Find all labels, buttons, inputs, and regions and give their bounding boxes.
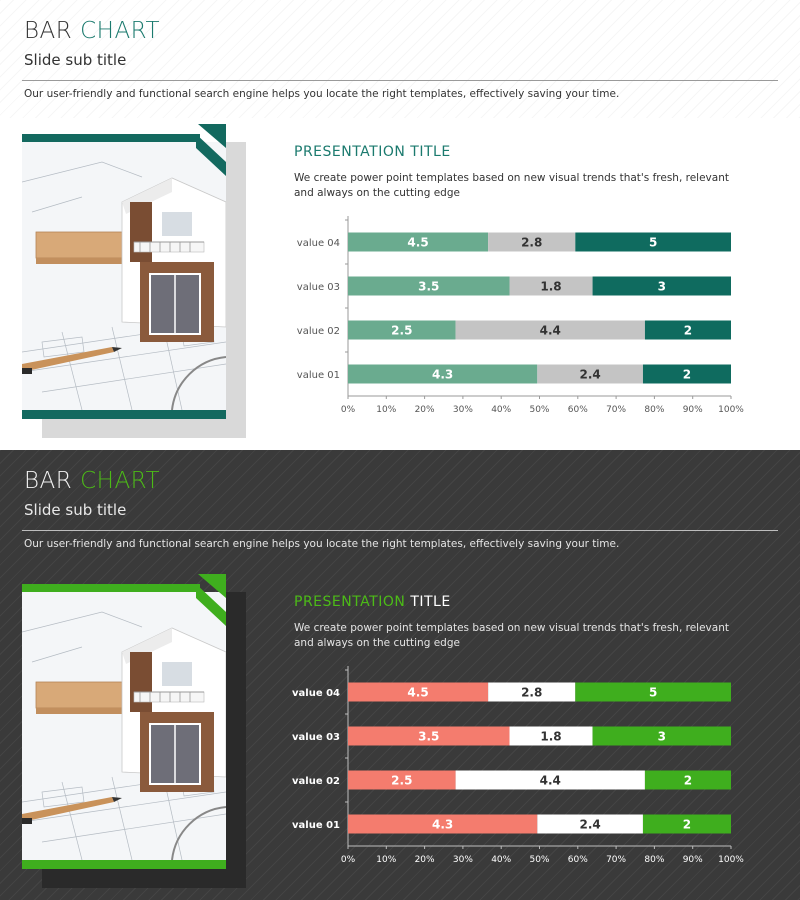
bar-chart xyxy=(290,212,760,422)
data-label: 2.8 xyxy=(521,235,543,250)
x-tick-label: 60% xyxy=(567,405,588,415)
presentation-text: We create power point templates based on new visual trends that's fresh, relevant and always on the cutting edge xyxy=(294,172,729,199)
slide-title xyxy=(24,468,160,494)
data-label: 2 xyxy=(683,773,693,788)
category-label: value 02 xyxy=(296,326,340,337)
building-photo xyxy=(22,592,226,860)
category-label: value 01 xyxy=(292,820,340,831)
data-label: 4.5 xyxy=(407,235,429,250)
slide-subtitle: Slide sub title xyxy=(24,51,127,69)
data-label: 2.4 xyxy=(579,817,601,832)
data-label: 2 xyxy=(683,323,693,338)
x-tick-label: 20% xyxy=(414,405,435,415)
x-tick-label: 30% xyxy=(452,855,473,865)
title-main: BAR xyxy=(24,468,73,494)
data-label: 3.5 xyxy=(418,279,440,294)
title-main: BAR xyxy=(24,18,73,44)
presentation-title-part1: PRESENTATION TITLE xyxy=(294,144,451,160)
category-label: value 01 xyxy=(296,370,340,381)
slide-description: Our user-friendly and functional search engine helps you locate the right templates, effectively saving your time. xyxy=(24,538,620,550)
data-label: 2 xyxy=(682,817,692,832)
category-label: value 04 xyxy=(292,688,340,699)
x-tick-label: 70% xyxy=(606,855,627,865)
data-label: 3 xyxy=(657,279,666,294)
presentation-title-part2: TITLE xyxy=(410,594,451,610)
frame-corner-accent xyxy=(196,574,226,626)
frame-bottom-bar xyxy=(22,860,226,869)
presentation-title-part1: PRESENTATION xyxy=(294,594,406,610)
presentation-title xyxy=(294,594,451,610)
frame-bottom-bar xyxy=(22,410,226,419)
slide-title xyxy=(24,18,160,44)
data-label: 1.8 xyxy=(540,279,562,294)
bar-chart xyxy=(290,662,760,872)
title-accent: CHART xyxy=(80,18,161,44)
category-label: value 03 xyxy=(296,282,340,293)
x-tick-label: 20% xyxy=(414,855,435,865)
frame-top-bar xyxy=(22,134,200,142)
x-tick-label: 50% xyxy=(529,405,550,415)
x-tick-label: 60% xyxy=(567,855,588,865)
data-label: 5 xyxy=(648,235,658,250)
title-accent: CHART xyxy=(80,468,161,494)
frame-top-bar xyxy=(22,584,200,592)
x-tick-label: 80% xyxy=(644,405,665,415)
x-tick-label: 100% xyxy=(718,405,744,415)
title-divider xyxy=(22,80,778,81)
data-label: 2.4 xyxy=(579,367,601,382)
category-label: value 04 xyxy=(296,238,340,249)
data-label: 1.8 xyxy=(540,729,562,744)
frame-corner-accent xyxy=(196,124,226,176)
slide-description: Our user-friendly and functional search engine helps you locate the right templates, effectively saving your time. xyxy=(24,88,620,100)
x-tick-label: 80% xyxy=(644,855,665,865)
slide-subtitle: Slide sub title xyxy=(24,501,127,519)
data-label: 4.4 xyxy=(539,323,561,338)
x-tick-label: 0% xyxy=(340,855,356,865)
x-tick-label: 70% xyxy=(606,405,627,415)
data-label: 2 xyxy=(682,367,692,382)
data-label: 4.3 xyxy=(432,817,454,832)
data-label: 3 xyxy=(657,729,666,744)
x-tick-label: 10% xyxy=(376,855,397,865)
x-tick-label: 10% xyxy=(376,405,397,415)
category-label: value 02 xyxy=(292,776,340,787)
slide-dark xyxy=(0,450,800,900)
x-tick-label: 90% xyxy=(682,405,703,415)
x-tick-label: 40% xyxy=(491,405,512,415)
x-tick-label: 40% xyxy=(491,855,512,865)
data-label: 5 xyxy=(648,685,658,700)
data-label: 4.3 xyxy=(432,367,454,382)
data-label: 2.8 xyxy=(521,685,543,700)
data-label: 4.4 xyxy=(539,773,561,788)
data-label: 3.5 xyxy=(418,729,440,744)
x-tick-label: 90% xyxy=(682,855,703,865)
category-label: value 03 xyxy=(292,732,340,743)
data-label: 2.5 xyxy=(391,323,413,338)
title-divider xyxy=(22,530,778,531)
x-tick-label: 50% xyxy=(529,855,550,865)
presentation-title xyxy=(294,144,451,160)
x-tick-label: 100% xyxy=(718,855,744,865)
x-tick-label: 30% xyxy=(452,405,473,415)
building-photo xyxy=(22,142,226,410)
data-label: 4.5 xyxy=(407,685,429,700)
data-label: 2.5 xyxy=(391,773,413,788)
x-tick-label: 0% xyxy=(340,405,356,415)
presentation-text: We create power point templates based on new visual trends that's fresh, relevant and always on the cutting edge xyxy=(294,622,729,649)
